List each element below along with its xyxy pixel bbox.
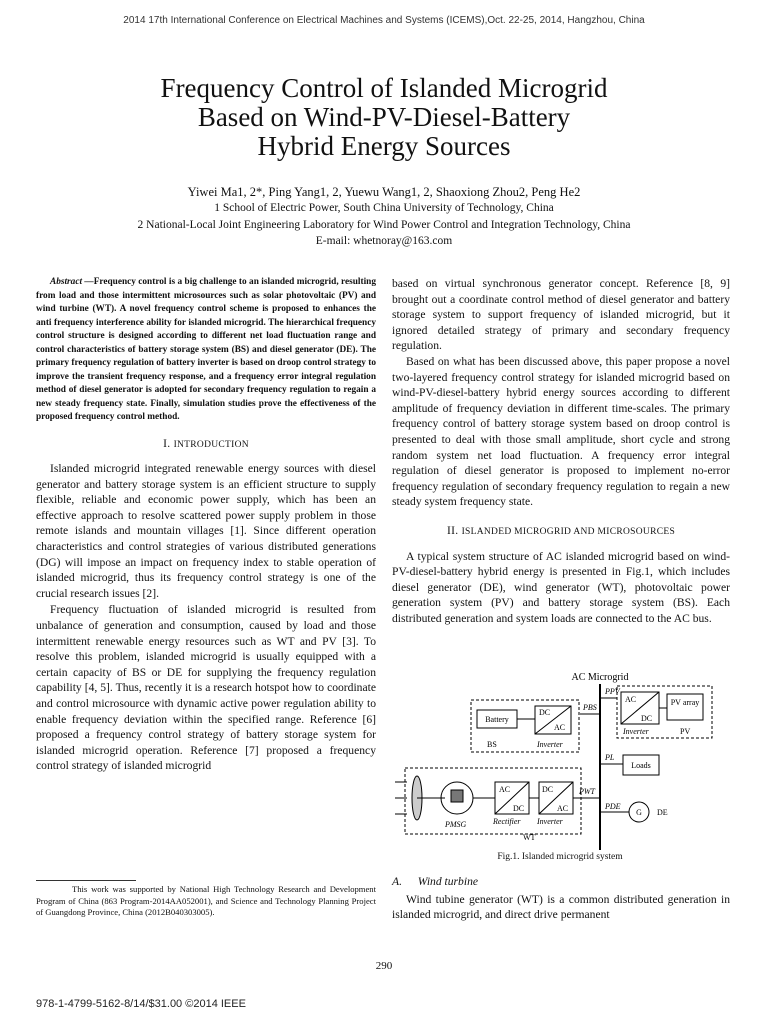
subsection-heading-wind-turbine <box>392 874 730 890</box>
inverter-label: Inverter <box>623 727 649 736</box>
isbn-footer: 978-1-4799-5162-8/14/$31.00 ©2014 IEEE <box>36 998 246 1010</box>
paper-title <box>0 74 768 161</box>
de-label: DE <box>657 808 668 817</box>
section-number: I. <box>163 437 171 450</box>
title-line: Hybrid Energy Sources <box>257 131 511 161</box>
dc-label: DC <box>641 714 653 723</box>
bs-label: BS <box>487 740 497 749</box>
dc-label: DC <box>542 785 554 794</box>
section-title: INTRODUCTION <box>173 439 249 450</box>
figure-caption: Fig.1. Islanded microgrid system <box>497 852 623 862</box>
p-wt-label: PWT <box>579 787 595 796</box>
abstract-label: Abstract — <box>50 277 94 287</box>
dc-label: DC <box>513 804 525 813</box>
abstract-text: Frequency control is a big challenge to an islanded microgrid, resulting from load and those intermittent microsources such as solar photovoltaic (PV) and wind turbine (WT). A novel frequency control scheme is proposed to enhances the anti frequency interference ability for islanded microgrid. The hierarchical frequency control structure is designed according to different net load fluctuation range and control characteristics of battery storage system (BS) and diesel generator (DE). The primary frequency regulation of battery inverter is based on droop control strategy to improve the transient frequency response, and a frequency error integral regulation method of diesel generator is adopted for secondary frequency regulation to regain a new steady frequency state. Finally, simulation studies prove the effectiveness of the proposed frequency control method. <box>36 277 376 422</box>
pv-array-label: PV array <box>670 698 700 707</box>
p-pv-label: PPV <box>605 687 620 696</box>
page-number: 290 <box>375 960 393 972</box>
subsection-number: A. <box>392 875 402 888</box>
ac-label: AC <box>625 695 637 704</box>
authors: Yiwei Ma1, 2*, Ping Yang1, 2, Yuewu Wang1, 2, Shaoxiong Zhou2, Peng He2 <box>187 185 581 199</box>
ac-label: AC <box>499 785 511 794</box>
paragraph: Based on what has been discussed above, this paper propose a novel two-layered frequency control strategy for islanded microgrid based on wind-PV-diesel-battery hybrid energy sources according to different amplitude of frequency deviation in different time-scales. The primary frequency control of battery storage system based on droop control is presented to deal with those small amplitude, short cycle and strong random system net load fluctuation. A frequency error integral regulation of diesel generator is proposed to implement no-error frequency regulation of secondary frequency regulation to regain a new steady system frequency state. <box>392 354 730 509</box>
p-de-label: PDE <box>605 802 621 811</box>
left-column <box>36 276 376 774</box>
email: E-mail: whetnoray@163.com <box>315 235 453 247</box>
pmsg-rotor <box>451 790 463 802</box>
paragraph: Wind tubine generator (WT) is a common distributed generation in islanded microgrid, and direct drive permanent <box>392 892 730 922</box>
paragraph: Frequency fluctuation of islanded microgrid is resulted from unbalance of generation and consumption, caused by load and those intermittent renewable energy resources such as WT and PV [3]. To resolve this problem, islanded microgrid is usually equipped with a certain capacity of BS or DE for supplying the frequency regulation capability [4, 5]. Thus, recently it is a research hotspot how to coordinate and control microsource with dynamic active power regulation ability to enable frequency deviation within the specified range. Reference [6] proposed a frequency control strategy of battery storage system for islanded microgrid operation. Reference [7] proposed a frequency control strategy of islanded microgrid <box>36 603 376 773</box>
pv-label: PV <box>680 727 691 736</box>
right-column-bottom <box>392 870 730 923</box>
affiliation-2: 2 National-Local Joint Engineering Laboratory for Wind Power Control and Integration Technology, China <box>137 219 631 231</box>
battery-label: Battery <box>485 715 509 724</box>
wt-label: WT <box>523 833 536 842</box>
title-line: Based on Wind-PV-Diesel-Battery <box>197 102 571 132</box>
microgrid-diagram <box>395 670 725 860</box>
inverter-label: Inverter <box>537 817 563 826</box>
loads-label: Loads <box>631 761 651 770</box>
abstract <box>36 276 376 425</box>
dc-label: DC <box>539 708 551 717</box>
g-label: G <box>636 808 642 817</box>
paragraph: A typical system structure of AC islanded microgrid based on wind-PV-diesel-battery hybrid energy is presented in Fig.1, which includes diesel generator (DE), wind generator (WT), photovoltaic power generation system (PV) and battery storage system (BS). Each distributed generation and system loads are connected to the AC bus. <box>392 549 730 625</box>
inverter-label: Inverter <box>537 740 563 749</box>
pmsg-label: PMSG <box>445 820 467 829</box>
conference-header: 2014 17th International Conference on Electrical Machines and Systems (ICEMS),Oct. 22-25, 2014, Hangzhou, China <box>123 15 645 26</box>
title-line: Frequency Control of Islanded Microgrid <box>160 73 608 103</box>
bus-label: AC Microgrid <box>571 672 629 683</box>
rectifier-label: Rectifier <box>493 817 521 826</box>
subsection-title: Wind turbine <box>417 875 479 888</box>
section-heading-microgrid <box>392 524 730 541</box>
right-column <box>392 276 730 626</box>
section-heading-introduction <box>36 437 376 454</box>
footnote-rule <box>36 880 136 881</box>
p-l-label: PL <box>605 753 615 762</box>
section-number: II. <box>446 524 459 537</box>
affiliation-1: 1 School of Electric Power, South China University of Technology, China <box>214 202 554 214</box>
ac-label: AC <box>557 804 569 813</box>
paragraph: Islanded microgrid integrated renewable energy sources with diesel generator and battery storage system is an efficient structure to supply flexible, reliable and economic power supply, which has been an effective approach to resolve scattered power supply problem in those remote islands and mountain villages [1]. Since different operation characteristics and control strategies of various distributed generations (DG) will impose an impact on frequency index to stable operation of islanded microgrid, thus its frequency control strategy is one of the crucial research issues [2]. <box>36 462 376 600</box>
p-bs-label: PBS <box>583 703 597 712</box>
section-title: ISLANDED MICROGRID AND MICROSOURCES <box>461 526 676 537</box>
footnote: This work was supported by National High Technology Research and Development Program of China (863 Program-2014AA052001), and Science and Technology Planning Project of Guangdong Province, China (2012B040303005). <box>36 884 376 917</box>
ac-label: AC <box>554 723 566 732</box>
paragraph: based on virtual synchronous generator concept. Reference [8, 9] brought out a coordinate control method of diesel generator and battery storage system to support frequency of islanded microgrid, but it ignored detailed strategy of primary and secondary frequency regulation. <box>392 277 730 353</box>
